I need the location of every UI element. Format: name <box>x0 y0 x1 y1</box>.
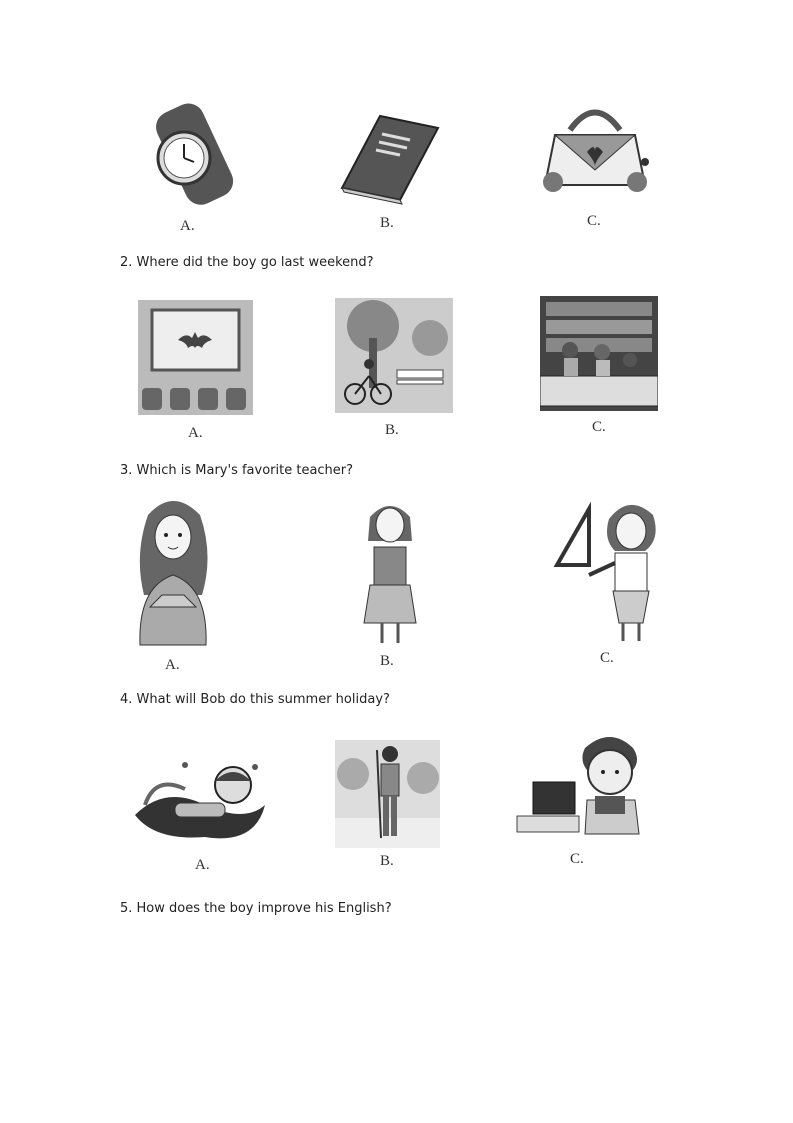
option-label: C. <box>587 213 601 229</box>
option-label: A. <box>195 857 210 873</box>
option-label: A. <box>188 425 203 441</box>
question-3-text: 3. Which is Mary's favorite teacher? <box>120 463 354 478</box>
option-label: C. <box>600 650 614 666</box>
sweeping-picture <box>335 740 440 848</box>
option-label: B. <box>385 422 399 438</box>
question-4-text: 4. What will Bob do this summer holiday? <box>120 692 390 707</box>
park-picture <box>335 298 453 413</box>
library-picture <box>540 296 658 411</box>
watch-picture <box>140 100 240 210</box>
teacher-c-picture <box>553 495 663 645</box>
option-label: C. <box>592 419 606 435</box>
option-label: A. <box>165 657 180 673</box>
option-label: B. <box>380 215 394 231</box>
option-label: B. <box>380 853 394 869</box>
handbag-picture <box>535 100 655 200</box>
teacher-b-picture <box>360 495 420 645</box>
question-5-text: 5. How does the boy improve his English? <box>120 901 392 916</box>
video-game-picture <box>515 730 645 845</box>
option-label: A. <box>180 218 195 234</box>
cinema-picture <box>138 300 253 415</box>
swimming-picture <box>125 745 275 845</box>
book-picture <box>330 100 445 205</box>
question-2-text: 2. Where did the boy go last weekend? <box>120 255 374 270</box>
option-label: B. <box>380 653 394 669</box>
teacher-a-picture <box>128 495 218 650</box>
option-label: C. <box>570 851 584 867</box>
